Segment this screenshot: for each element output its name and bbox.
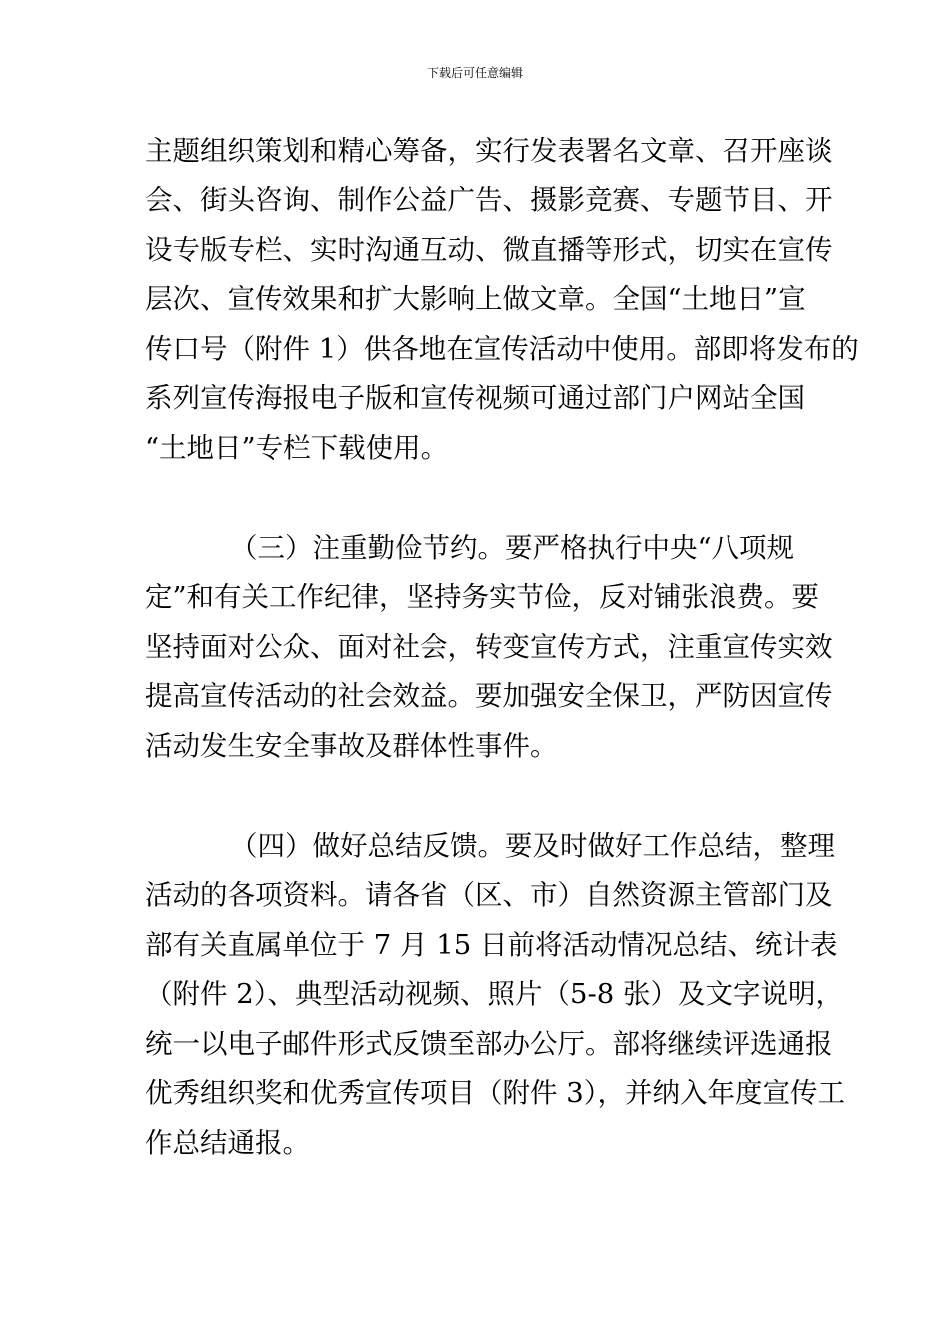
- paragraph-1-line: 层次、宣传效果和扩大影响上做文章。全国“土地日”宣: [145, 283, 806, 315]
- paragraph-2-line: （三）注重勤俭节约。要严格执行中央“八项规: [230, 532, 795, 564]
- paragraph-2-line: 坚持面对公众、面对社会，转变宣传方式，注重宣传实效: [145, 631, 833, 663]
- paragraph-3-line: 部有关直属单位于 7 月 15 日前将活动情况总结、统计表: [145, 929, 838, 961]
- paragraph-1-line: 主题组织策划和精心筹备，实行发表署名文章、召开座谈: [145, 135, 833, 167]
- paragraph-3-line: 活动的各项资料。请各省（区、市）自然资源主管部门及: [145, 879, 833, 911]
- paragraph-2-line: 活动发生安全事故及群体性事件。: [145, 730, 558, 762]
- paragraph-3-line: （附件 2）、典型活动视频、照片（5-8 张）及文字说明，: [145, 978, 844, 1010]
- paragraph-1-line: 会、街头咨询、制作公益广告、摄影竞赛、专题节目、开: [145, 184, 833, 216]
- paragraph-2-line: 提高宣传活动的社会效益。要加强安全保卫，严防因宣传: [145, 680, 833, 712]
- paragraph-1-line: 设专版专栏、实时沟通互动、微直播等形式，切实在宣传: [145, 234, 833, 266]
- paragraph-1-line: 传口号（附件 1）供各地在宣传活动中使用。部即将发布的: [145, 333, 859, 365]
- paragraph-3-line: 统一以电子邮件形式反馈至部办公厅。部将继续评选通报: [145, 1028, 833, 1060]
- paragraph-2-line: 定”和有关工作纪律，坚持务实节俭，反对铺张浪费。要: [145, 581, 820, 613]
- paragraph-1-line: 系列宣传海报电子版和宣传视频可通过部门户网站全国: [145, 382, 805, 414]
- header-note: 下载后可任意编辑: [426, 66, 523, 80]
- paragraph-3-line: （四）做好总结反馈。要及时做好工作总结，整理: [230, 830, 835, 862]
- paragraph-1-line: “土地日”专栏下载使用。: [145, 432, 449, 464]
- paragraph-3-line: 作总结通报。: [145, 1127, 310, 1159]
- paragraph-3-line: 优秀组织奖和优秀宣传项目（附件 3），并纳入年度宣传工: [145, 1077, 845, 1109]
